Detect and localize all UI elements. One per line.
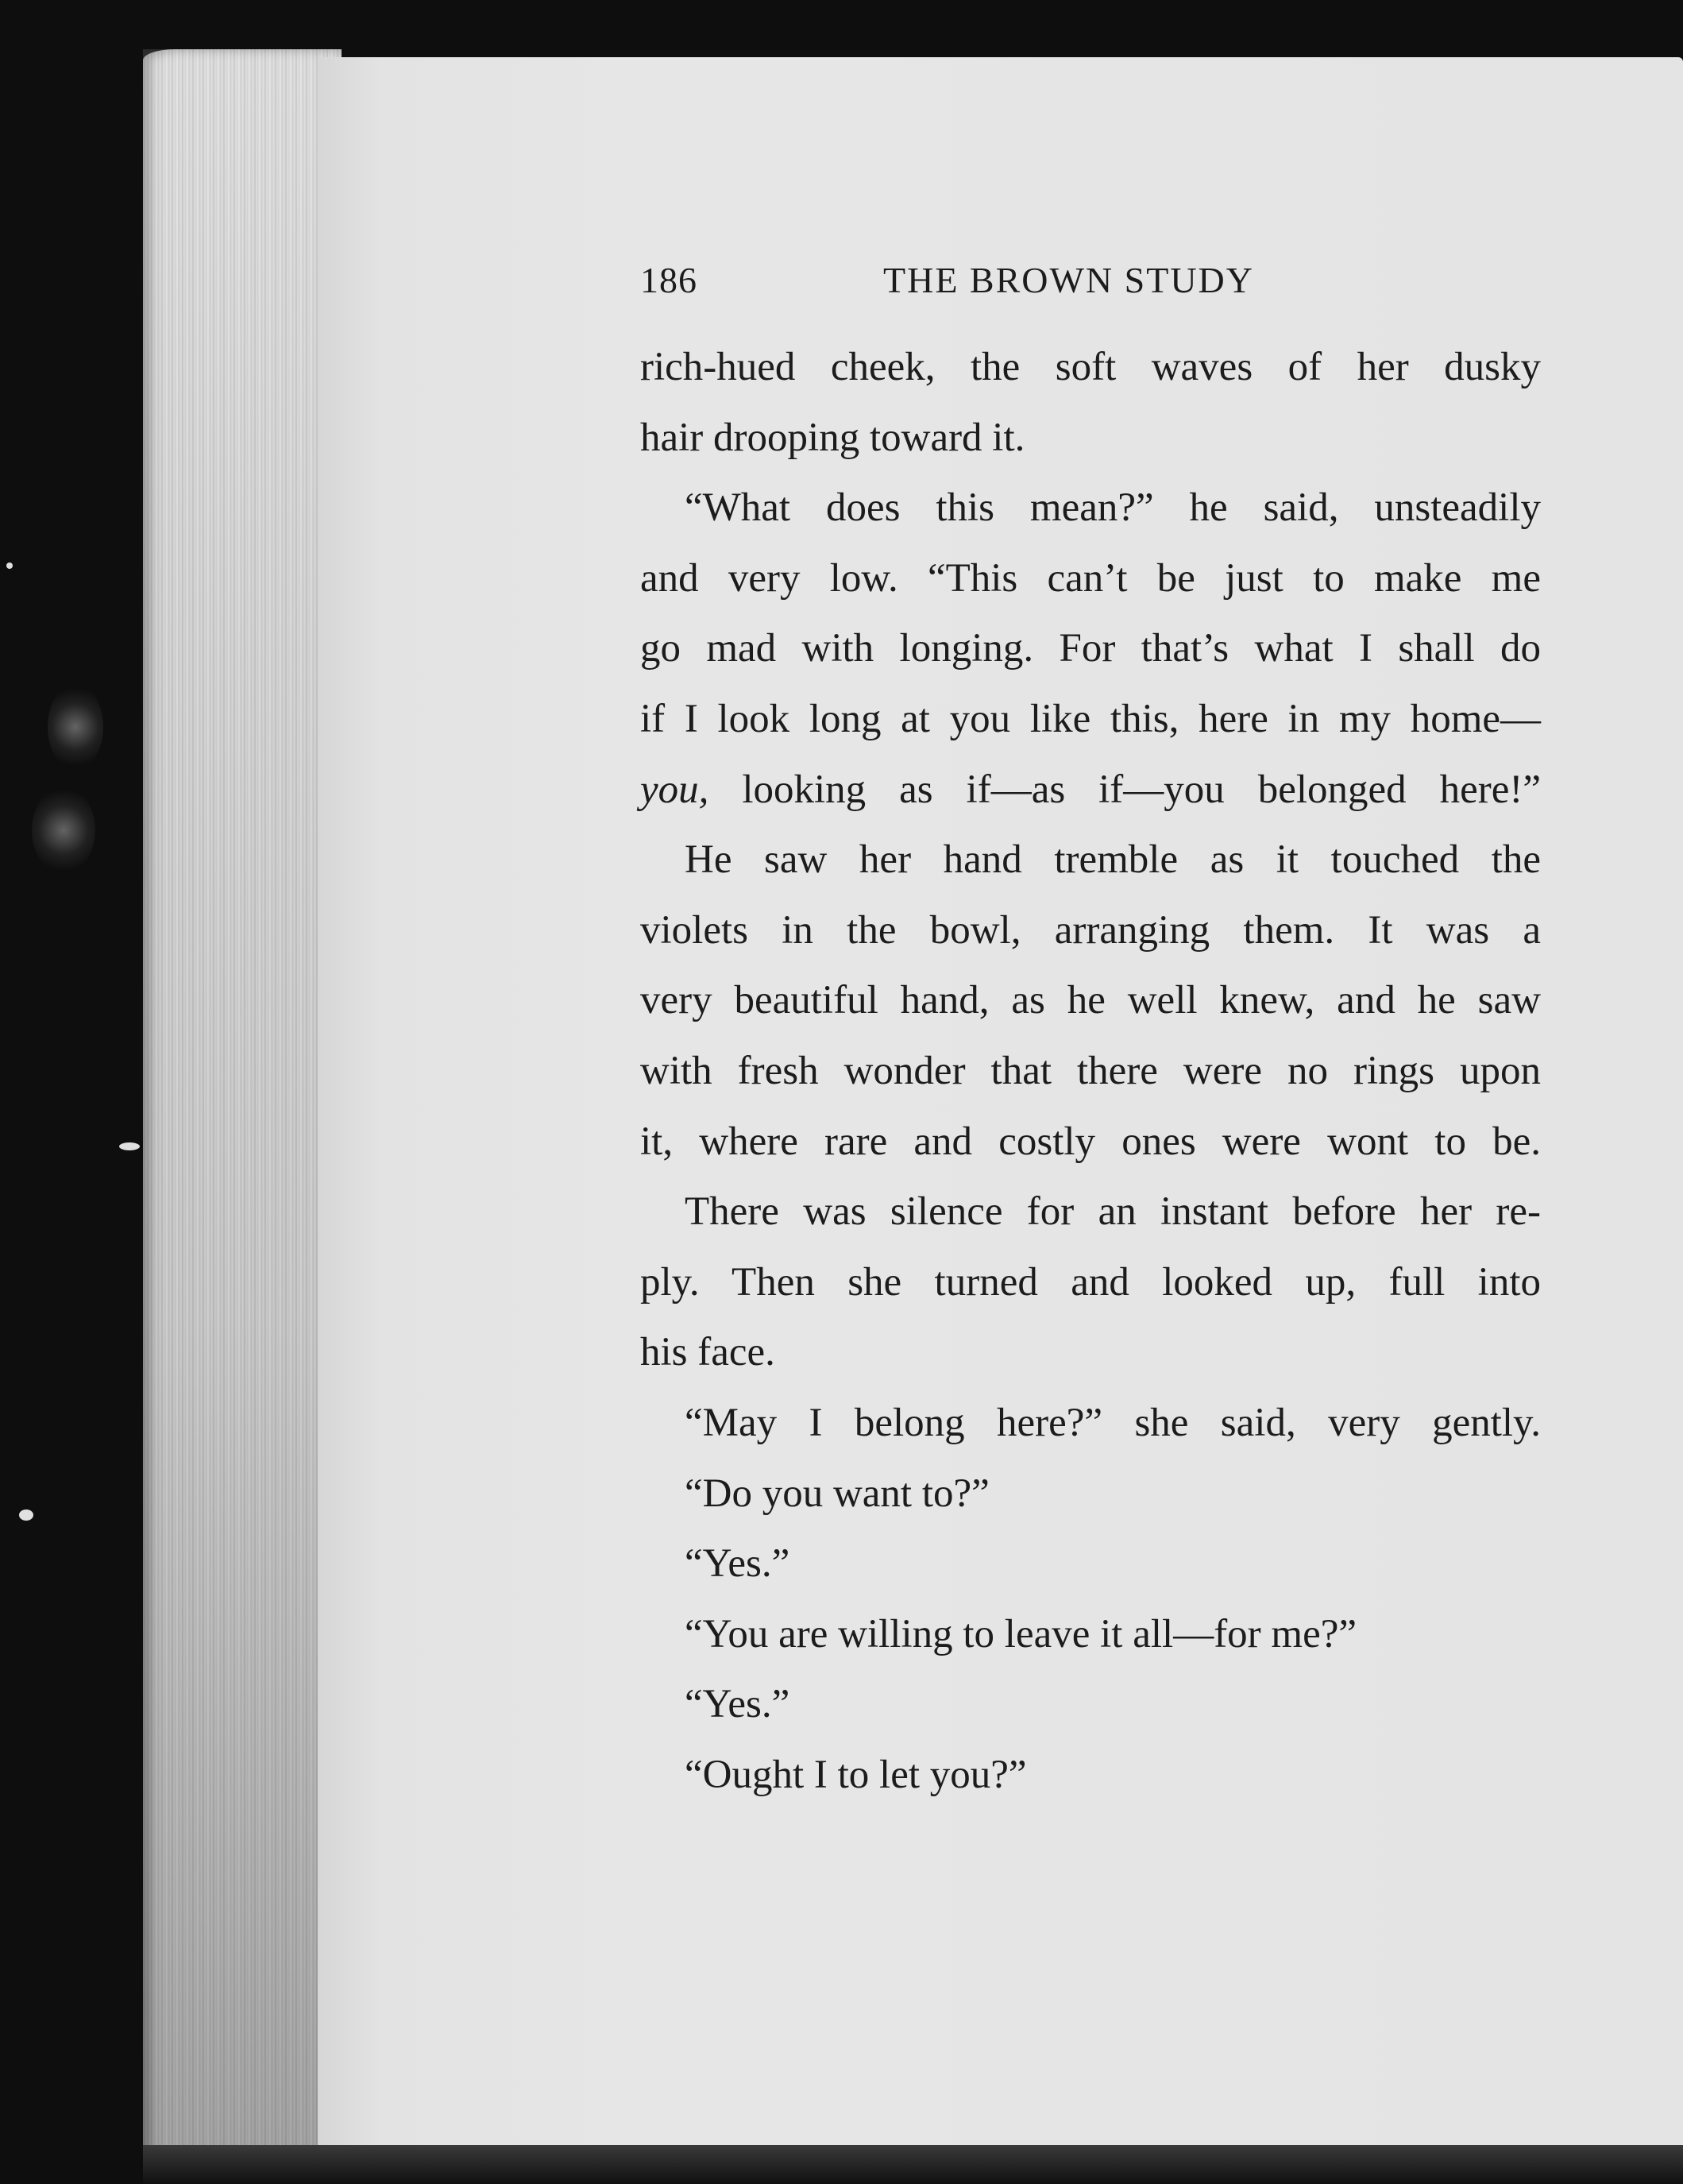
text-line: go mad with longing. For that’s what I shall do (640, 626, 1541, 671)
margin-speck (19, 1509, 33, 1521)
text-line: “Yes.” (685, 1682, 790, 1727)
text-line-rest: looking as if—as if—you belonged here!” (708, 767, 1541, 812)
text-line: “Yes.” (685, 1541, 790, 1587)
text-line: hair drooping toward it. (640, 415, 1025, 460)
text-line (640, 755, 1541, 825)
text-line: ply. Then she turned and looked up, full into (640, 1259, 1541, 1305)
text-line: rich-hued cheek, the soft waves of her dusky (640, 345, 1541, 389)
text-line: There was silence for an instant before her re- (685, 1189, 1541, 1235)
margin-blotch (48, 683, 103, 771)
page-edges (143, 49, 342, 2164)
text-line: “May I belong here?” she said, very gently. (685, 1400, 1541, 1445)
margin-blotch (32, 787, 95, 874)
text-line: with fresh wonder that there were no rings upon (640, 1048, 1541, 1093)
text-line: very beautiful hand, as he well knew, and he saw (640, 978, 1541, 1023)
text-line: “You are willing to leave it all—for me?” (685, 1611, 1357, 1656)
page-number: 186 (640, 260, 697, 300)
italic-word: you, (640, 767, 709, 812)
running-head (640, 259, 1434, 307)
text-line: “Ought I to let you?” (685, 1752, 1027, 1797)
running-title: THE BROWN STUDY (883, 260, 1254, 300)
text-line: his face. (640, 1330, 775, 1375)
text-line: violets in the bowl, arranging them. It was a (640, 907, 1541, 953)
text-line: “Do you want to?” (685, 1471, 990, 1516)
page-bottom-shadow (143, 2145, 1683, 2184)
page-body-text (640, 332, 1541, 1810)
text-line: if I look long at you like this, here in my home— (640, 696, 1541, 741)
margin-speck (6, 562, 13, 569)
text-line: it, where rare and costly ones were wont to be. (640, 1119, 1541, 1164)
margin-speck (119, 1142, 140, 1150)
text-line: and very low. “This can’t be just to make me (640, 555, 1541, 601)
text-line: He saw her hand tremble as it touched the (685, 837, 1541, 883)
text-line: “What does this mean?” he said, unsteadily (685, 485, 1541, 531)
